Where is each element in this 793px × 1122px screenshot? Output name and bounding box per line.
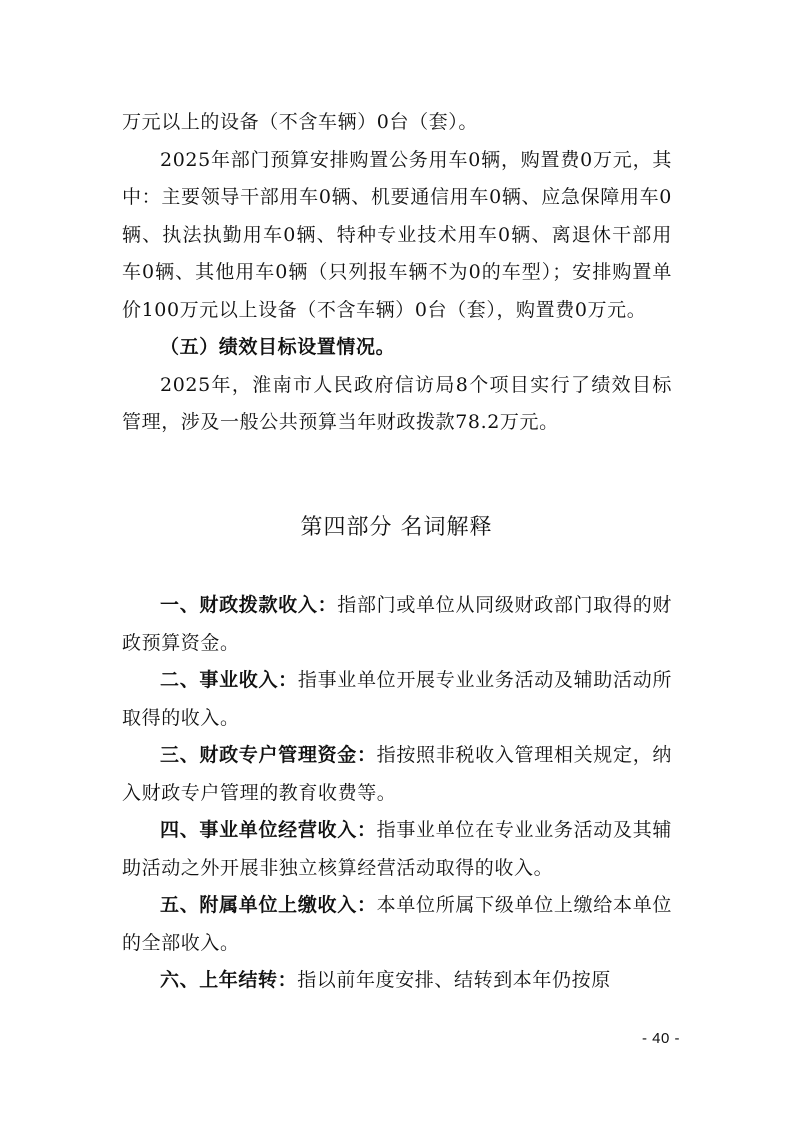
definition-item	[122, 887, 672, 962]
paragraph-vehicle-purchase: 2025年部门预算安排购置公务用车0辆，购置费0万元，其中：主要领导干部用车0辆、机要通信用车0辆、应急保障用车0辆、执法执勤用车0辆、特种专业技术用车0辆、离退休干部用车0辆、其他用车0辆（只列报车辆不为0的车型）；安排购置单价100万元以上设备（不含车辆）0台（套），购置费0万元。	[122, 148, 672, 321]
paragraph-performance-goals: 2025年，淮南市人民政府信访局8个项目实行了绩效目标管理，涉及一般公共预算当年财政拨款78.2万元。	[122, 373, 672, 433]
definition-item	[122, 662, 672, 737]
definition-item	[122, 962, 672, 1000]
definition-text: 指以前年度安排、结转到本年仍按原	[297, 969, 611, 991]
definition-text: 指事业单位开展专业业务活动及辅助活动所取得的收入。	[122, 669, 672, 729]
definition-text: 指部门或单位从同级财政部门取得的财政预算资金。	[122, 594, 672, 654]
definition-text: 本单位所属下级单位上缴给本单位的全部收入。	[122, 894, 672, 954]
definition-term: 六、上年结转：	[160, 969, 298, 991]
subheading-performance-goals: （五）绩效目标设置情况。	[160, 336, 396, 358]
page-number: - 40 -	[641, 1030, 680, 1047]
definition-term: 一、财政拨款收入：	[160, 594, 338, 616]
definition-term: 四、事业单位经营收入：	[160, 819, 377, 841]
paragraph-equipment-continued: 万元以上的设备（不含车辆）0台（套）。	[122, 111, 478, 133]
definition-item	[122, 812, 672, 887]
definition-item	[122, 737, 672, 812]
definition-term: 五、附属单位上缴收入：	[160, 894, 377, 916]
section-title: 第四部分 名词解释	[300, 515, 493, 540]
definition-term: 三、财政专户管理资金：	[160, 744, 377, 766]
definition-text: 指按照非税收入管理相关规定，纳入财政专户管理的教育收费等。	[122, 744, 672, 804]
definition-term: 二、事业收入：	[160, 669, 298, 691]
definition-item	[122, 587, 672, 662]
definitions-list	[122, 587, 672, 1000]
budget-section-text	[122, 104, 672, 442]
definition-text: 指事业单位在专业业务活动及其辅助活动之外开展非独立核算经营活动取得的收入。	[122, 819, 672, 879]
